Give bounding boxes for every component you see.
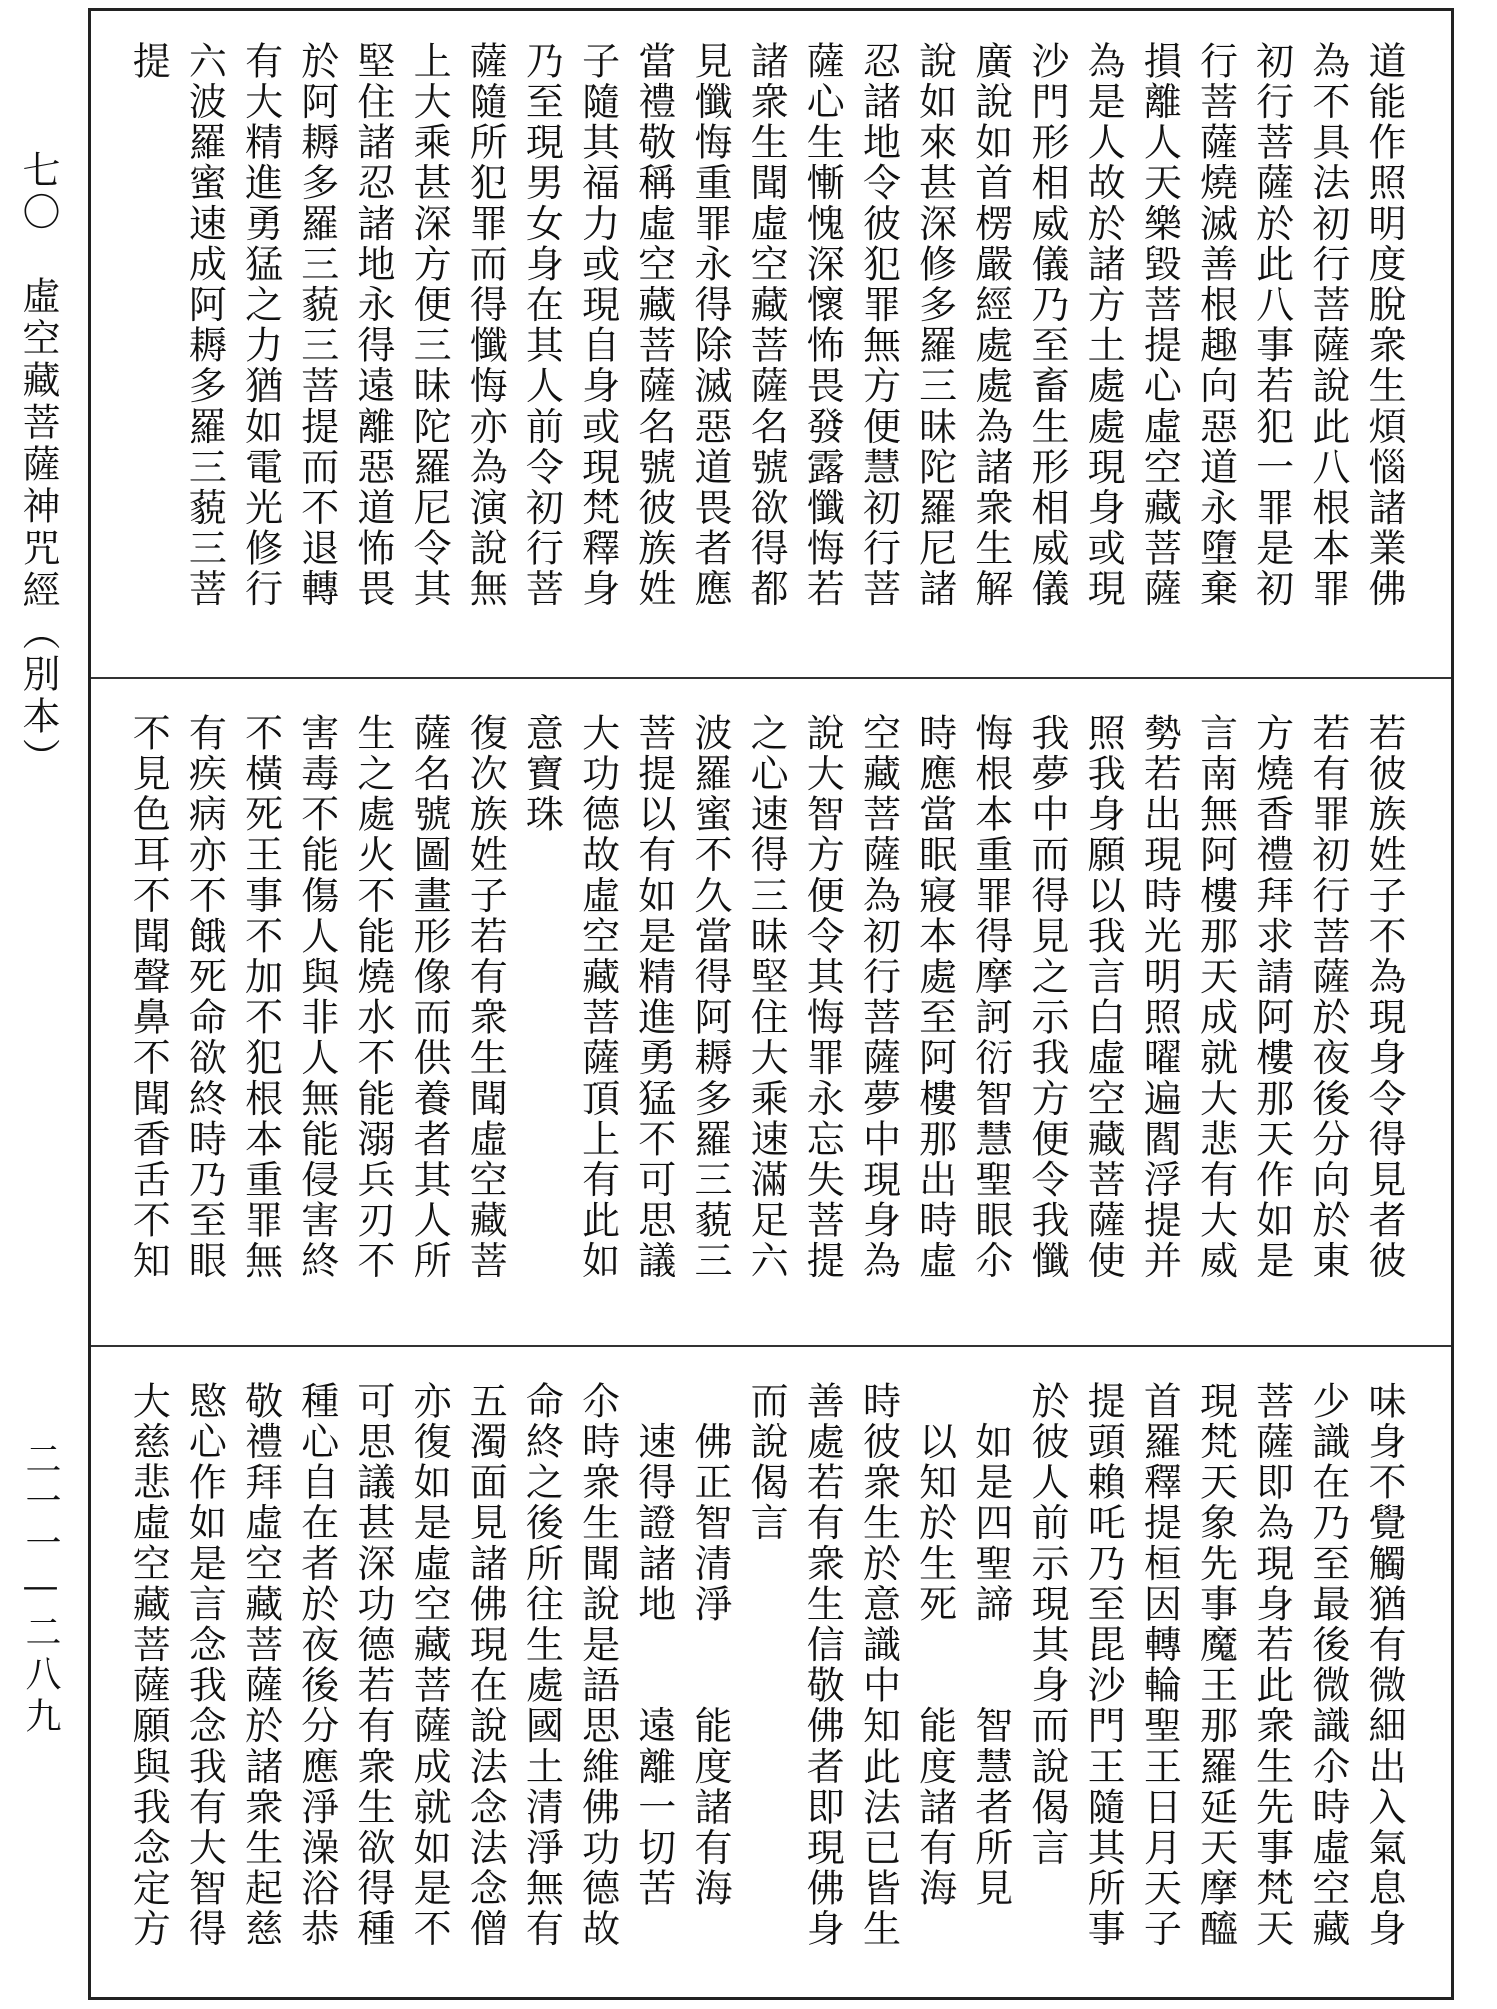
text-column: 照我身願以我言白虛空藏菩薩使: [1081, 713, 1126, 1282]
text-column: 於阿耨多羅三藐三菩提而不退轉: [294, 41, 339, 610]
margin-page-number: 二一一—二八九: [20, 1440, 61, 1739]
text-column: 速得證諸地 遠離一切苦: [631, 1381, 676, 1909]
text-column: 薩隨所犯罪而得懺悔亦為演說無: [463, 41, 508, 610]
text-column: 空藏菩薩為初行菩薩夢中現身為: [856, 713, 901, 1282]
text-column: 佛正智清淨 能度諸有海: [687, 1381, 732, 1909]
text-column: 悔根本重罪得摩訶衍智慧聖眼尒: [968, 713, 1013, 1282]
text-column: 言南無阿樓那天成就大悲有大威: [1193, 713, 1238, 1282]
text-column: 有疾病亦不餓死命欲終時乃至眼: [182, 713, 227, 1282]
text-column: 生之處火不能燒水不能溺兵刃不: [350, 713, 395, 1282]
text-column: 波羅蜜不久當得阿耨多羅三藐三: [687, 713, 732, 1282]
text-column: 提: [126, 41, 171, 82]
register-middle: [91, 683, 1451, 1333]
text-column: 損離人天樂毀菩提心虛空藏菩薩: [1137, 41, 1182, 610]
text-column: 六波羅蜜速成阿耨多羅三藐三菩: [182, 41, 227, 610]
register-top: [91, 11, 1451, 661]
text-column: 提頭賴吒乃至毘沙門王隨其所事: [1081, 1381, 1126, 1950]
text-column: 說如來甚深修多羅三昧陀羅尼諸: [912, 41, 957, 610]
text-columns-bottom: [91, 1351, 1451, 1991]
margin-title: 七〇 虛空藏菩薩神咒經（別本）: [16, 150, 60, 780]
text-columns-top: [91, 11, 1451, 661]
text-column: 種心自在者於夜後分應淨澡浴恭: [294, 1381, 339, 1950]
text-columns-middle: [91, 683, 1451, 1333]
text-column: 諸衆生聞虛空藏菩薩名號欲得都: [744, 41, 789, 610]
text-column: 乃至現男女身在其人前令初行菩: [519, 41, 564, 610]
text-column: 愍心作如是言念我念我有大智得: [182, 1381, 227, 1950]
text-column: 尒時衆生聞說是語思維佛功德故: [575, 1381, 620, 1950]
text-column: 菩提以有如是精進勇猛不可思議: [631, 713, 676, 1282]
text-column: 害毒不能傷人與非人無能侵害終: [294, 713, 339, 1282]
text-column: 可思議甚深功德若有衆生欲得種: [350, 1381, 395, 1950]
text-column: 初行菩薩於此八事若犯一罪是初: [1249, 41, 1294, 610]
text-column: 善處若有衆生信敬佛者即現佛身: [800, 1381, 845, 1950]
text-column: 廣說如首楞嚴經處處為諸衆生解: [968, 41, 1013, 610]
text-column: 五濁面見諸佛現在說法念法念僧: [463, 1381, 508, 1950]
text-column: 不見色耳不聞聲鼻不聞香舌不知: [126, 713, 171, 1282]
text-column: 而說偈言: [744, 1381, 789, 1544]
text-column: 勢若出現時光明照曜遍閻浮提并: [1137, 713, 1182, 1282]
text-column: 我夢中而得見之示我方便令我懺: [1024, 713, 1069, 1282]
text-column: 首羅釋提桓因轉輪聖王日月天子: [1137, 1381, 1182, 1950]
text-column: 子隨其福力或現自身或現梵釋身: [575, 41, 620, 610]
text-column: 見懺悔重罪永得除滅惡道畏者應: [687, 41, 732, 610]
text-column: 命終之後所往生處國土清淨無有: [519, 1381, 564, 1950]
text-column: 不橫死王事不加不犯根本重罪無: [238, 713, 283, 1282]
text-column: 以知於生死 能度諸有海: [912, 1381, 957, 1909]
text-column: 少識在乃至最後微識尒時虛空藏: [1305, 1381, 1350, 1950]
text-column: 說大智方便令其悔罪永忘失菩提: [800, 713, 845, 1282]
text-column: 大功德故虛空藏菩薩頂上有此如: [575, 713, 620, 1282]
text-column: 上大乘甚深方便三昧陀羅尼令其: [407, 41, 452, 610]
register-divider: [91, 677, 1451, 679]
register-divider: [91, 1345, 1451, 1347]
text-column: 味身不覺觸猶有微細出入氣息身: [1362, 1381, 1406, 1950]
text-column: 薩名號圖畫形像而供養者其人所: [407, 713, 452, 1282]
text-column: 為不具法初行菩薩說此八根本罪: [1305, 41, 1350, 610]
text-column: 若有罪初行菩薩於夜後分向於東: [1305, 713, 1350, 1282]
text-column: 沙門形相威儀乃至畜生形相威儀: [1024, 41, 1069, 610]
text-column: 亦復如是虛空藏菩薩成就如是不: [407, 1381, 452, 1950]
register-bottom: [91, 1351, 1451, 1991]
text-column: 時彼衆生於意識中知此法已皆生: [856, 1381, 901, 1950]
text-column: 道能作照明度脫衆生煩惱諸業佛: [1362, 41, 1406, 610]
text-column: 忍諸地令彼犯罪無方便慧初行菩: [856, 41, 901, 610]
text-column: 於彼人前示現其身而說偈言: [1024, 1381, 1069, 1869]
text-column: 大慈悲虛空藏菩薩願與我念定方: [126, 1381, 171, 1950]
text-column: 當禮敬稱虛空藏菩薩名號彼族姓: [631, 41, 676, 610]
text-column: 意寶珠: [519, 713, 564, 835]
page-frame: [88, 8, 1454, 2000]
text-column: 敬禮拜虛空藏菩薩於諸衆生起慈: [238, 1381, 283, 1950]
text-column: 現梵天象先事魔王那羅延天摩醯: [1193, 1381, 1238, 1950]
text-column: 之心速得三昧堅住大乘速滿足六: [744, 713, 789, 1282]
text-column: 若彼族姓子不為現身令得見者彼: [1362, 713, 1406, 1282]
text-column: 時應當眠寢本處至阿樓那出時虛: [912, 713, 957, 1282]
text-column: 有大精進勇猛之力猶如電光修行: [238, 41, 283, 610]
text-column: 堅住諸忍諸地永得遠離惡道怖畏: [350, 41, 395, 610]
text-column: 薩心生慚愧深懷怖畏發露懺悔若: [800, 41, 845, 610]
text-column: 為是人故於諸方土處處現身或現: [1081, 41, 1126, 610]
text-column: 復次族姓子若有衆生聞虛空藏菩: [463, 713, 508, 1282]
text-column: 行菩薩燒滅善根趣向惡道永墮棄: [1193, 41, 1238, 610]
text-column: 如是四聖諦 智慧者所見: [968, 1381, 1013, 1909]
text-column: 菩薩即為現身若此衆生先事梵天: [1249, 1381, 1294, 1950]
text-column: 方燒香禮拜求請阿樓那天作如是: [1249, 713, 1294, 1282]
